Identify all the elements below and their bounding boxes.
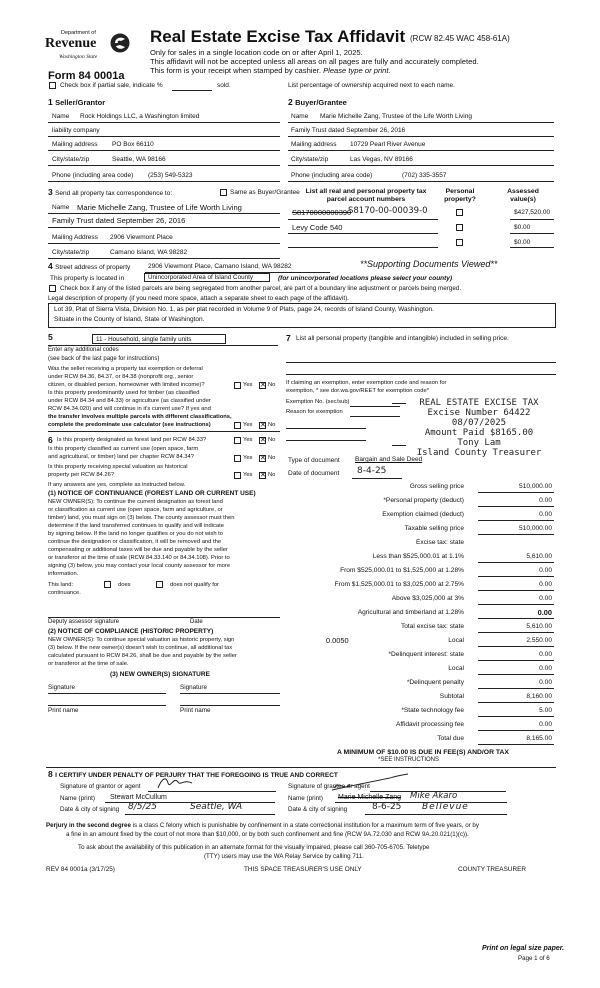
seller-heading: 1 Seller/Grantor — [48, 97, 106, 107]
perjury-bold: Perjury in the second degree — [46, 822, 131, 829]
buyer-phone-value[interactable]: (702) 335-3557 — [402, 172, 447, 179]
tax-row-value[interactable]: 0.00 — [539, 581, 552, 588]
property-address[interactable]: 2906 Viewmont Place, Camano Island, WA 98282 — [148, 263, 292, 270]
tax-row-value[interactable]: 0.00 — [539, 595, 552, 602]
buyer-heading: 2 Buyer/Grantee — [288, 97, 347, 107]
legal-line2: Situate in the County of Island, State of Washington. — [54, 316, 205, 323]
does-label: does — [118, 582, 131, 588]
notice2-title: (2) NOTICE OF COMPLIANCE (HISTORIC PROPERTY) — [48, 628, 214, 635]
notice2-line: or transferor at the time of sale. — [48, 661, 129, 667]
buyer-name-value1[interactable]: Marie Michelle Zang, Trustee of the Life Worth Living — [320, 113, 472, 120]
tax-row-value[interactable]: 0.00 — [539, 511, 552, 518]
assessed-value-1[interactable]: $427,520.00 — [514, 209, 551, 216]
parcel1-value[interactable]: S8170000000390 — [292, 208, 352, 217]
notice1-title: (1) NOTICE OF CONTINUANCE (FOREST LAND OR CURRENT USE) — [48, 490, 256, 497]
s5-q2a: Is this property predominantly used for timber (as classified — [48, 390, 200, 396]
doc-date-label: Date of document — [288, 470, 340, 477]
s6-q3a: Is this property receiving special valuation as historical — [48, 464, 188, 470]
notice1-line: continue the designation or classification, it will be removed and the — [48, 539, 222, 545]
form-revision: REV 84 0001a (3/17/25) — [46, 866, 115, 873]
s6-q3-no: No — [268, 472, 276, 478]
dor-logo — [45, 30, 135, 66]
perjury-text: is a class C felony which is punishable by confinement in a state correctional institution for a maximum term of five years, or by — [130, 822, 479, 829]
county-treasurer-label: COUNTY TREASURER — [458, 866, 526, 873]
s6-q2-yes-checkbox[interactable] — [234, 455, 241, 462]
section3-name-value1[interactable]: Marie Michelle Zang, Trustee of Life Worth Living — [77, 203, 242, 212]
s5-q1c: citizen, or disabled person, homeowner with limited income)? — [48, 382, 205, 388]
tax-row-value[interactable]: 0.00 — [539, 665, 552, 672]
stamp-line1: REAL ESTATE EXCISE TAX — [419, 398, 539, 408]
s5-q2-yes: Yes — [243, 422, 253, 428]
tax-row-label: Exemption claimed (deduct) — [382, 511, 464, 518]
s6-q1-yes: Yes — [243, 437, 253, 443]
grantor-name-value[interactable]: Stewart McCullum — [110, 794, 167, 801]
parcel-col2: Personal property? — [444, 188, 476, 203]
tax-row — [282, 662, 558, 676]
does-not-qualify-checkbox[interactable] — [156, 581, 163, 588]
tax-row — [282, 704, 558, 718]
notice1-line: or transferor at the time of sale (RCW 84.33.140 or 84.34.108). Prior to — [48, 555, 230, 561]
signature-label-2: Signature — [180, 684, 207, 691]
grantor-date[interactable]: 8/5/25 — [128, 802, 157, 812]
tax-calc-table — [282, 480, 558, 746]
s5-q2d: the transfer involves multiple parcels with different classifications, — [48, 414, 232, 420]
grantor-city[interactable]: Seattle, WA — [190, 802, 243, 812]
tax-row — [282, 480, 558, 494]
s5-q2b: under RCW 84.34 and 84.33) or agriculture (as classified under — [48, 398, 211, 404]
notice1-line: compensating or additional taxes will be due and payable by the seller — [48, 547, 228, 553]
notice1-line: timber) land, you must sign on (3) below. The county assessor must then — [48, 515, 235, 521]
treasurer-stamp — [410, 398, 548, 458]
tax-row — [282, 536, 558, 550]
dept-line2: Revenue — [45, 36, 97, 51]
this-land-label: This land: — [48, 582, 74, 588]
tax-row-label: *Delinquent interest: state — [388, 651, 464, 658]
ownership-note: List percentage of ownership acquired next to each name. — [288, 82, 455, 89]
buyer-name-value2[interactable]: Family Trust dated September 26, 2016 — [291, 127, 406, 134]
tax-row-value[interactable]: 2,550.00 — [526, 637, 552, 644]
tax-row — [282, 718, 558, 732]
exempt-note1: If claiming an exemption, enter exemption code and reason for — [286, 380, 447, 386]
buyer-mailing-value[interactable]: 10729 Pearl River Avenue — [350, 141, 426, 148]
parcel-col3: Assessed value(s) — [507, 188, 539, 203]
s6-q1-no: No — [268, 437, 276, 443]
grantee-name-label: Name (print) — [288, 795, 323, 802]
levy-code[interactable]: Levy Code 540 — [292, 223, 343, 232]
s6-if-any: If any answers are yes, complete as instructed below. — [48, 482, 186, 488]
tax-row-label: *Personal property (deduct) — [383, 497, 464, 504]
seller-name-value2[interactable]: liability company — [52, 127, 100, 134]
tax-row — [282, 522, 558, 536]
dept-line3: Washington State — [59, 54, 98, 60]
notice1-line: or classification as current use (open space, farm and agriculture, or — [48, 507, 223, 513]
notice1-line: information. — [48, 571, 79, 577]
section3-city-label: City/state/zip — [52, 249, 90, 256]
tax-row-label: Excise tax: state — [415, 539, 464, 546]
s5-q2-no-checkbox[interactable]: ✕ — [260, 422, 266, 429]
personal-property-checkbox-1[interactable] — [456, 209, 463, 216]
doc-type-label: Type of document — [288, 457, 340, 464]
section8-heading-text: I CERTIFY UNDER PENALTY OF PERJURY THAT THE FOREGOING IS TRUE AND CORRECT — [55, 772, 338, 779]
sold-label: sold. — [217, 82, 231, 89]
notice2-line: (3) below. If the new owner(s) doesn't wish to continue, all additional tax — [48, 645, 233, 651]
located-note: (for unincorporated locations please select your county) — [278, 275, 453, 282]
s6-q2-no-checkbox[interactable]: ✕ — [260, 455, 266, 462]
section6-heading: 6 — [48, 435, 53, 445]
s6-q1-yes-checkbox[interactable] — [234, 437, 241, 444]
signature-label-1: Signature — [48, 684, 75, 691]
notice1-body — [48, 499, 280, 579]
tax-row-label: Affidavit processing fee — [395, 721, 464, 728]
s5-q1-no: No — [268, 382, 276, 388]
rcw-ref: (RCW 82.45 WAC 458-61A) — [410, 34, 510, 43]
s6-q3b: property per RCW 84.26? — [48, 472, 115, 478]
use-code-value: 11 - Household, single family units — [96, 336, 192, 343]
section3-heading-text: Send all property tax correspondence to: — [55, 190, 173, 197]
buyer-heading-text: Buyer/Grantee — [295, 98, 347, 107]
seller-phone-label: Phone (including area code) — [52, 172, 134, 179]
seller-name-value1[interactable]: Rock Holdings LLC, a Washington limited — [80, 113, 200, 120]
exempt-note2: exemption, * see dor.wa.gov/REET for exemption code* — [286, 388, 429, 394]
notice2-body — [48, 637, 280, 669]
s6-q2-yes: Yes — [243, 455, 253, 461]
page-title: Real Estate Excise Tax Affidavit — [150, 27, 406, 46]
tax-row-value[interactable]: 510,000.00 — [518, 525, 552, 532]
assessed-value-3[interactable]: $0.00 — [514, 239, 531, 246]
grantee-name-value[interactable]: Marie Michelle Zang — [338, 794, 402, 801]
s5-q2c: RCW 84.34.020) and will continue in it's current use? If yes and — [48, 406, 211, 412]
does-not-label: does not qualify for — [170, 582, 219, 588]
same-as-buyer-label: Same as Buyer/Grantee — [230, 189, 300, 196]
tax-row — [282, 648, 558, 662]
segregate-note: Check box if any of the listed parcels are being segregated from another parcel, are part of a boundary line adjustment or parcels being merged. — [60, 285, 462, 292]
parcel-col1: List all real and personal property tax parcel account numbers — [305, 188, 427, 203]
seller-heading-text: Seller/Grantor — [55, 98, 106, 107]
buyer-name-label: Name — [291, 113, 309, 120]
new-owner-signature-title: (3) NEW OWNER(S) SIGNATURE — [110, 671, 210, 678]
section3-mailing-label: Mailing Address — [52, 234, 98, 241]
tax-row-label: *State technology fee — [401, 707, 464, 714]
section7-heading: 7 — [286, 333, 291, 343]
notice1-line: by signing below. If the land no longer qualifies or you do not wish to — [48, 531, 223, 537]
section3-city-value[interactable]: Camano Island, WA 98282 — [110, 249, 188, 256]
tax-row-value[interactable]: 5.00 — [539, 707, 552, 714]
s5-q1b: under RCW 84.36, 84.37, or 84.38 (nonprofit org., senior — [48, 374, 194, 380]
s6-q3-yes-checkbox[interactable] — [234, 472, 241, 479]
located-label: This property is located in — [50, 275, 125, 282]
tax-row — [282, 578, 558, 592]
s6-q1-no-checkbox[interactable]: ✕ — [260, 437, 266, 444]
notice1-line: NEW OWNER(S): To continue the current designation as forest land — [48, 499, 223, 505]
tax-row-label: Gross selling price — [409, 483, 464, 490]
local-rate[interactable]: 0.0050 — [326, 636, 349, 645]
note3 — [150, 66, 391, 75]
doc-type-value[interactable]: Bargain and Sale Deed — [355, 456, 423, 463]
exemption-reason-label: Reason for exemption — [286, 409, 343, 415]
print-name-label-1: Print name — [48, 707, 79, 714]
form-number: Form 84 0001a — [48, 70, 125, 82]
personal-property-checkbox-2[interactable] — [456, 224, 463, 231]
buyer-city-value[interactable]: Las Vegas, NV 89166 — [350, 156, 413, 163]
seller-city-value[interactable]: Seattle, WA 98166 — [112, 156, 166, 163]
note3-text: This form is your receipt when stamped by cashier. — [150, 66, 321, 75]
tax-row-label: From $1,525,000.01 to $3,025,000 at 2.75% — [334, 581, 464, 588]
s5-q1a: Was the seller receiving a property tax exemption or deferral — [48, 366, 203, 372]
tax-row — [282, 494, 558, 508]
seller-city-label: City/state/zip — [52, 156, 90, 163]
tax-row-value[interactable]: 0.00 — [537, 608, 552, 617]
legal-paper-note: Print on legal size paper. — [482, 945, 565, 952]
supporting-docs-note: **Supporting Documents Viewed** — [360, 259, 498, 269]
tax-row-label: Total excise tax: state — [400, 623, 464, 630]
s6-q2-no: No — [268, 455, 276, 461]
stamp-line2: Excise Number 64422 — [427, 408, 531, 418]
tax-row — [282, 634, 558, 648]
tax-row-label: Above $3,025,000 at 3% — [391, 595, 464, 602]
tax-row-value[interactable]: 5,610.00 — [526, 623, 552, 630]
section3-mailing-value[interactable]: 2906 Viewmont Place — [110, 234, 173, 241]
deputy-signature-label: Deputy assessor signature — [48, 619, 120, 625]
legal-description-box[interactable] — [48, 303, 556, 328]
partial-sale-label: Check box if partial sale, indicate % — [60, 82, 163, 89]
assessed-value-2[interactable]: $0.00 — [514, 224, 531, 231]
stamp-line4: Amount Paid $8165.00 — [424, 428, 534, 438]
notice1-line: signing (3) below, you may contact your local county assessor for more — [48, 563, 231, 569]
tax-row — [282, 690, 558, 704]
tax-row-label: Local — [448, 665, 464, 672]
seller-name-label: Name — [52, 113, 70, 120]
s6-q3-yes: Yes — [243, 472, 253, 478]
grantor-signature-label: Signature of grantor or agent — [60, 783, 141, 790]
tax-row — [282, 592, 558, 606]
tax-row-value[interactable]: 510,000.00 — [518, 483, 552, 490]
tax-row — [282, 564, 558, 578]
tax-row-value[interactable]: 0.00 — [539, 567, 552, 574]
tax-row-label: Agricultural and timberland at 1.28% — [357, 609, 464, 616]
tax-row-value[interactable]: 0.00 — [539, 497, 552, 504]
tax-row-value[interactable]: 5,610.00 — [526, 553, 552, 560]
buyer-city-label: City/state/zip — [291, 156, 329, 163]
tax-row-value[interactable]: 8,165.00 — [526, 735, 552, 742]
s6-q2b: and agricultural, or timber) land per chapter RCW 84.34? — [48, 454, 194, 460]
alt-format-line2: (TTY) users may use the WA Relay Service by calling 711. — [204, 853, 364, 860]
alt-format-line1: To ask about the availability of this publication in an alternate format for the visually impaired, please call 360-705-6705. Teletype — [78, 844, 430, 851]
same-as-buyer-checkbox[interactable] — [220, 189, 227, 196]
additional-codes-label: Enter any additional codes — [48, 347, 119, 353]
section4-label: Street address of property — [55, 264, 131, 271]
tax-row — [282, 606, 558, 620]
s6-q3-no-checkbox[interactable]: ✕ — [260, 472, 266, 479]
print-name-label-2: Print name — [180, 707, 211, 714]
section3-name-label: Name — [52, 204, 70, 211]
treasurer-use-label: THIS SPACE TREASURER'S USE ONLY — [244, 866, 362, 873]
tax-row-label: *Delinquent penalty — [406, 679, 464, 686]
grantee-signature-label: Signature of grantee or agent — [288, 783, 370, 790]
use-code-select[interactable] — [92, 334, 226, 344]
note2: This affidavit will not be accepted unless all areas on all pages are fully and accurately completed. — [150, 57, 479, 66]
section3-name-value2[interactable]: Family Trust dated September 26, 2016 — [52, 216, 186, 225]
notice2-line: calculated pursuant to RCW 84.26, shall be due and payable by the seller — [48, 653, 237, 659]
perjury-line2: a fine in an amount fixed by the court of not more than $10,000, or by both such confinement and fine (RCW 9A.72.030 and RCW 9A.20.021(1)(c)). — [66, 831, 469, 838]
stamp-line5: Tony Lam — [457, 438, 501, 448]
legal-description-label: Legal description of property (if you need more space, attach a separate sheet to each page of the affidavit). — [48, 295, 349, 302]
tax-row-label: Less than $525,000.01 at 1.1% — [372, 553, 464, 560]
tax-row-value[interactable]: 8,160.00 — [526, 693, 552, 700]
does-qualify-checkbox[interactable] — [104, 581, 111, 588]
exemption-no-label: Exemption No. (sec/sub) — [286, 399, 350, 405]
dor-logo-icon — [109, 32, 131, 54]
s5-q2-no: No — [268, 422, 276, 428]
minimum-fee-note: A MINIMUM OF $10.00 IS DUE IN FEE(S) AND/OR TAX — [337, 749, 509, 756]
tax-row-value[interactable]: 0.00 — [539, 679, 552, 686]
tax-row-label: Total due — [437, 735, 464, 742]
dept-line1: Department of — [61, 30, 96, 36]
notice2-line: NEW OWNER(S): To continue special valuation as historic property, sign — [48, 637, 235, 643]
personal-property-checkbox-3[interactable] — [456, 239, 463, 246]
s5-q1-yes-checkbox[interactable] — [234, 382, 241, 389]
section4-heading: 4 Street address of property — [48, 261, 131, 271]
tax-row — [282, 550, 558, 564]
note1: Only for sales in a single location code on or after April 1, 2025. — [150, 48, 363, 57]
grantee-name-handwritten: Mike Akaro — [410, 791, 458, 801]
grantee-city[interactable]: Bellevue — [422, 802, 469, 812]
seller-phone-value[interactable]: (253) 549-5323 — [148, 172, 193, 179]
tax-row-value[interactable]: 0.00 — [539, 651, 552, 658]
grantor-signature — [156, 774, 196, 792]
partial-sale-checkbox[interactable] — [49, 82, 56, 89]
legal-line1: Lot 39, Plat of Sierra Vista, Division No. 1, as per plat recorded in Volume 9 of Plats, page 24, records of Island County, Washington. — [54, 306, 434, 313]
tax-row-label: Subtotal — [439, 693, 464, 700]
stamp-line6: Island County Treasurer — [416, 448, 542, 458]
grantor-date-label: Date & city of signing — [60, 806, 120, 813]
tax-row-label: From $525,000.01 to $1,525,000 at 1.28% — [340, 567, 464, 574]
stamp-line3: 08/07/2025 — [451, 418, 507, 428]
tax-row — [282, 508, 558, 522]
deputy-date-label: Date — [190, 619, 203, 625]
see-instructions-note: *SEE INSTRUCTIONS — [378, 757, 440, 763]
see-back-label: (see back of the last page for instructions) — [48, 356, 160, 362]
continuance-label: continuance. — [48, 590, 81, 596]
tax-row-label: Local — [448, 637, 464, 644]
seller-mailing-label: Mailing address — [52, 141, 98, 148]
tax-row-label: Taxable selling price — [404, 525, 464, 532]
seller-mailing-value[interactable]: PO Box 66110 — [112, 141, 154, 148]
s5-q2e: complete the predominate use calculator (see instructions) — [48, 422, 211, 428]
doc-date-value[interactable]: 8-4-25 — [357, 466, 387, 476]
located-select[interactable] — [144, 273, 270, 282]
s6-q2a: Is this property classified as current use (open space, farm — [48, 446, 199, 452]
s5-q2-yes-checkbox[interactable] — [234, 422, 241, 429]
s5-q1-yes: Yes — [243, 382, 253, 388]
section7-text: List all personal property (tangible and intangible) included in selling price. — [296, 335, 509, 342]
tax-row — [282, 732, 558, 746]
located-value: Unincorporated Area of Island County — [148, 274, 254, 281]
section8-heading: 8 I CERTIFY UNDER PENALTY OF PERJURY THAT THE FOREGOING IS TRUE AND CORRECT — [48, 769, 338, 779]
grantee-date[interactable]: 8-6-25 — [372, 802, 402, 812]
grantee-date-label: Date & city of signing — [288, 806, 348, 813]
section5-heading: 5 — [48, 332, 53, 342]
grantor-name-label: Name (print) — [60, 795, 95, 802]
buyer-mailing-label: Mailing address — [291, 141, 337, 148]
page-number: Page 1 of 6 — [518, 955, 550, 962]
notice1-line: determine if the land transferred continues to qualify and will indicate — [48, 523, 224, 529]
s6-q1: Is this property designated as forest land per RCW 84.33? — [57, 437, 207, 443]
note3-italic: Please type or print. — [323, 66, 391, 75]
parcel1-handwritten: S8170-00-00039-0 — [348, 206, 428, 216]
tax-row-value[interactable]: 0.00 — [539, 721, 552, 728]
perjury-line1 — [46, 822, 479, 829]
section3-heading: 3 Send all property tax correspondence to: — [48, 187, 173, 197]
buyer-phone-label: Phone (including area code) — [291, 172, 373, 179]
tax-row — [282, 620, 558, 634]
tax-row — [282, 676, 558, 690]
s5-q1-no-checkbox[interactable]: ✕ — [260, 382, 266, 389]
segregate-checkbox[interactable] — [49, 285, 56, 292]
